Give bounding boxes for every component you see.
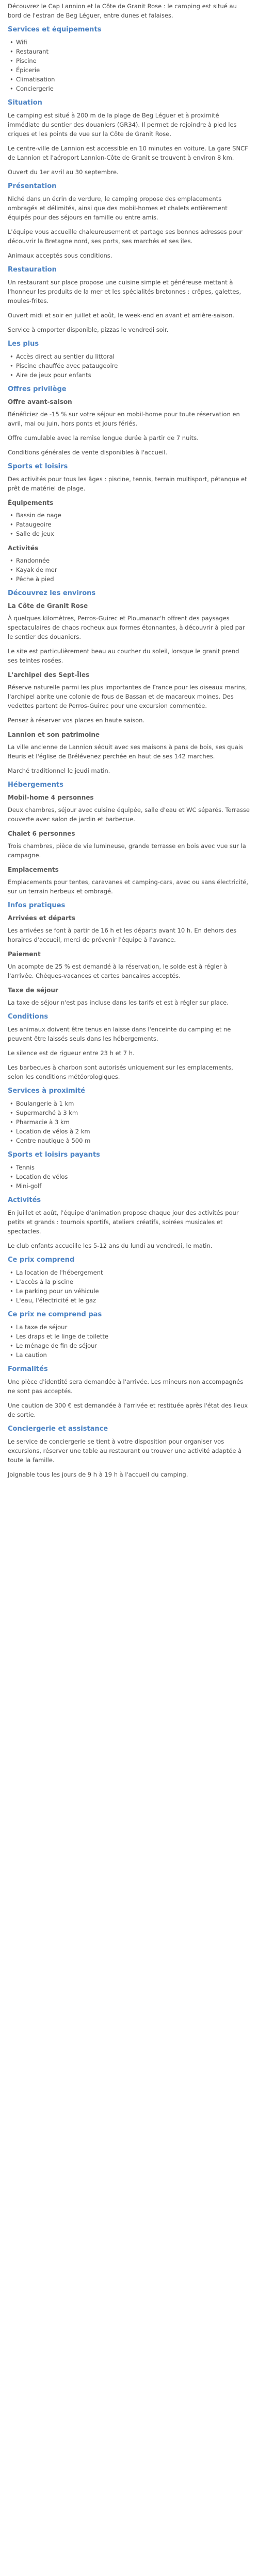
bullet-item: • La location de l'hébergement (8, 1268, 250, 1277)
sections-container (8, 25, 250, 1479)
section-conditions (8, 1012, 250, 1081)
bullet-item: • Tennis (8, 1163, 250, 1172)
section-ce-prix-ne-comprend-pas (8, 1310, 250, 1360)
bullet-item: • Pharmacie à 3 km (8, 1117, 250, 1127)
bullet-item: • La taxe de séjour (8, 1323, 250, 1332)
subheading: Équipements (8, 499, 54, 506)
section-offres-privilege (8, 385, 250, 457)
bullet-list (8, 38, 250, 93)
bullet-list (8, 1099, 250, 1145)
section-les-plus (8, 340, 250, 380)
section-conciergerie-et-assistance (8, 1425, 250, 1479)
section-title: Présentation (8, 182, 57, 190)
paragraph: Le service de conciergerie se tient à votre disposition pour organiser vos excursions, réserver une table au restaurant ou trouver une activité adaptée à toute la famille. (8, 1438, 242, 1464)
paragraph: Les arrivées se font à partir de 16 h et les départs avant 10 h. En dehors des horaires d'accueil, merci de prévenir l'équipe à l'avance. (8, 927, 237, 943)
paragraph: En juillet et août, l'équipe d'animation propose chaque jour des activités pour petits et grands : tournois sportifs, ateliers créatifs, soirées musicales et spectacles. (8, 1209, 239, 1235)
bullet-item: • Mini-golf (8, 1181, 250, 1191)
section-title: Hébergements (8, 781, 63, 789)
section-presentation (8, 182, 250, 260)
section-title: Sports et loisirs payants (8, 1151, 100, 1159)
bullet-list (8, 1323, 250, 1360)
paragraph: Les barbecues à charbon sont autorisés uniquement sur les emplacements, selon les conditions météorologiques. (8, 1064, 233, 1080)
paragraph: Les animaux doivent être tenus en laisse dans l'enceinte du camping et ne peuvent être laissés seuls dans les hébergements. (8, 1026, 231, 1042)
section-sports-et-loisirs-payants (8, 1150, 250, 1191)
paragraph: Une pièce d'identité sera demandée à l'arrivée. Les mineurs non accompagnés ne sont pas acceptés. (8, 1378, 244, 1395)
bullet-list (8, 1268, 250, 1305)
section-hebergements (8, 781, 250, 896)
bullet-item: • Location de vélos (8, 1172, 250, 1181)
paragraph: Trois chambres, pièce de vie lumineuse, grande terrasse en bois avec vue sur la campagne. (8, 842, 246, 859)
paragraph: Bénéficiez de -15 % sur votre séjour en mobil-home pour toute réservation en avril, mai ou juin, hors ponts et jours fériés. (8, 411, 240, 427)
bullet-item: • L'accès à la piscine (8, 1277, 250, 1286)
subheading: Offre avant-saison (8, 398, 72, 405)
paragraph: Un acompte de 25 % est demandé à la réservation, le solde est à régler à l'arrivée. Chèques-vacances et cartes bancaires acceptés. (8, 963, 228, 979)
section-title: Les plus (8, 340, 39, 348)
subheading: Lannion et son patrimoine (8, 731, 100, 738)
bullet-item: • Randonnée (8, 556, 250, 565)
section-activites (8, 1196, 250, 1250)
paragraph: Le camping est situé à 200 m de la plage de Beg Léguer et à proximité immédiate du sentier des douaniers (GR34). Il permet de rejoindre à pied les criques et les points de vue sur la Côte de Granit Rose. (8, 112, 237, 138)
section-title: Restauration (8, 266, 57, 274)
bullet-item: • Aire de jeux pour enfants (8, 370, 250, 380)
section-formalites (8, 1365, 250, 1419)
bullet-item: • Climatisation (8, 75, 250, 84)
section-sports-et-loisirs (8, 462, 250, 584)
paragraph: Le site est particulièrement beau au coucher du soleil, lorsque le granit prend ses teintes rosées. (8, 648, 239, 664)
subheading: Arrivées et départs (8, 914, 75, 922)
subheading: Emplacements (8, 866, 59, 873)
paragraph: Pensez à réserver vos places en haute saison. (8, 717, 145, 724)
subheading: Activités (8, 545, 39, 552)
bullet-item: • Wifi (8, 38, 250, 47)
paragraph: Réserve naturelle parmi les plus importantes de France pour les oiseaux marins, l'archipel abrite une colonie de fous de Bassan et de macareux moines. Des vedettes partent de Perros-Guirec pour une excursion commentée. (8, 684, 247, 709)
bullet-item: • Les draps et le linge de toilette (8, 1332, 250, 1341)
bullet-list (8, 352, 250, 380)
section-title: Sports et loisirs (8, 463, 68, 470)
paragraph: L'équipe vous accueille chaleureusement et partage ses bonnes adresses pour découvrir la Bretagne nord, ses ports, ses marchés et ses îles. (8, 228, 243, 245)
bullet-item: • Pêche à pied (8, 574, 250, 584)
bullet-item: • La caution (8, 1350, 250, 1360)
paragraph: Service à emporter disponible, pizzas le vendredi soir. (8, 326, 169, 333)
bullet-list (8, 1163, 250, 1191)
subheading: Mobil-home 4 personnes (8, 794, 94, 801)
section-title: Offres privilège (8, 385, 67, 393)
bullet-list (8, 556, 250, 584)
bullet-item: • Conciergerie (8, 84, 250, 93)
subheading: La Côte de Granit Rose (8, 602, 88, 609)
section-situation (8, 98, 250, 177)
paragraph: Un restaurant sur place propose une cuisine simple et généreuse mettant à l'honneur les produits de la mer et les spécialités bretonnes : crêpes, galettes, moules-frites. (8, 279, 241, 304)
bullet-item: • Piscine chauffée avec pataugeoire (8, 361, 250, 370)
section-services-a-proximite (8, 1087, 250, 1145)
paragraph: Joignable tous les jours de 9 h à 19 h à l'accueil du camping. (8, 1471, 188, 1478)
bullet-item: • Location de vélos à 2 km (8, 1127, 250, 1136)
section-decouvrez-les-environs (8, 589, 250, 775)
section-title: Découvrez les environs (8, 589, 96, 597)
intro-text: Découvrez le Cap Lannion et la Côte de Granit Rose : le camping est situé au bord de l'estran de Beg Léguer, entre dunes et falaises. (8, 3, 237, 19)
section-title: Services et équipements (8, 26, 102, 33)
bullet-item: • Le ménage de fin de séjour (8, 1341, 250, 1350)
paragraph: Conditions générales de vente disponibles à l'accueil. (8, 449, 168, 456)
section-title: Conciergerie et assistance (8, 1425, 108, 1433)
paragraph: Des activités pour tous les âges : piscine, tennis, terrain multisport, pétanque et prêt de matériel de plage. (8, 476, 247, 492)
bullet-item: • Piscine (8, 56, 250, 65)
paragraph: Ouvert du 1er avril au 30 septembre. (8, 168, 119, 176)
paragraph: Ouvert midi et soir en juillet et août, le week-end en avant et arrière-saison. (8, 312, 234, 319)
bullet-item: • Épicerie (8, 65, 250, 75)
section-title: Services à proximité (8, 1087, 86, 1095)
paragraph: Niché dans un écrin de verdure, le camping propose des emplacements ombragés et délimités, ainsi que des mobil-homes et chalets entièrement équipés pour des séjours en famille ou entre amis. (8, 195, 228, 221)
subheading: L'archipel des Sept-Îles (8, 671, 90, 679)
paragraph: À quelques kilomètres, Perros-Guirec et Ploumanac'h offrent des paysages spectaculaires de chaos rocheux aux formes étonnantes, à découvrir à pied par le sentier des douaniers. (8, 615, 245, 640)
section-restauration (8, 265, 250, 334)
bullet-item: • Centre nautique à 500 m (8, 1136, 250, 1145)
section-title: Activités (8, 1196, 41, 1204)
bullet-item: • Restaurant (8, 47, 250, 56)
subheading: Paiement (8, 951, 41, 958)
paragraph: Animaux acceptés sous conditions. (8, 252, 112, 259)
section-infos-pratiques (8, 901, 250, 1007)
bullet-item: • Bassin de nage (8, 511, 250, 520)
bullet-list (8, 511, 250, 538)
subheading: Chalet 6 personnes (8, 830, 75, 837)
bullet-item: • Pataugeoire (8, 520, 250, 529)
bullet-item: • Boulangerie à 1 km (8, 1099, 250, 1108)
paragraph: Emplacements pour tentes, caravanes et camping-cars, avec ou sans électricité, sur un terrain herbeux et ombragé. (8, 878, 249, 895)
section-title: Infos pratiques (8, 902, 66, 909)
bullet-item: • Accès direct au sentier du littoral (8, 352, 250, 361)
paragraph: Le club enfants accueille les 5-12 ans du lundi au vendredi, le matin. (8, 1242, 213, 1249)
paragraph: Une caution de 300 € est demandée à l'arrivée et restituée après l'état des lieux de sortie. (8, 1402, 248, 1418)
paragraph: Le centre-ville de Lannion est accessible en 10 minutes en voiture. La gare SNCF de Lannion et l'aéroport Lannion-Côte de Granit se trouvent à environ 8 km. (8, 145, 248, 161)
paragraph: Deux chambres, séjour avec cuisine équipée, salle d'eau et WC séparés. Terrasse couverte avec salon de jardin et barbecue. (8, 806, 250, 823)
section-services-et-equipements (8, 25, 250, 93)
section-title: Situation (8, 99, 42, 107)
bullet-item: • Le parking pour un véhicule (8, 1286, 250, 1296)
section-title: Ce prix ne comprend pas (8, 1311, 102, 1318)
bullet-item: • Salle de jeux (8, 529, 250, 538)
bullet-item: • L'eau, l'électricité et le gaz (8, 1296, 250, 1305)
paragraph: Le silence est de rigueur entre 23 h et 7 h. (8, 1049, 135, 1057)
bullet-item: • Kayak de mer (8, 565, 250, 574)
section-title: Conditions (8, 1013, 49, 1021)
section-title: Formalités (8, 1365, 48, 1373)
paragraph: La taxe de séjour n'est pas incluse dans les tarifs et est à régler sur place. (8, 999, 229, 1006)
bullet-item: • Supermarché à 3 km (8, 1108, 250, 1117)
paragraph: Marché traditionnel le jeudi matin. (8, 767, 110, 774)
paragraph: La ville ancienne de Lannion séduit avec ses maisons à pans de bois, ses quais fleuris et l'église de Brélévenez perchée en haut de ses 142 marches. (8, 743, 244, 760)
section-title: Ce prix comprend (8, 1256, 75, 1264)
subheading: Taxe de séjour (8, 987, 58, 994)
paragraph: Offre cumulable avec la remise longue durée à partir de 7 nuits. (8, 434, 199, 442)
section-ce-prix-comprend (8, 1256, 250, 1305)
